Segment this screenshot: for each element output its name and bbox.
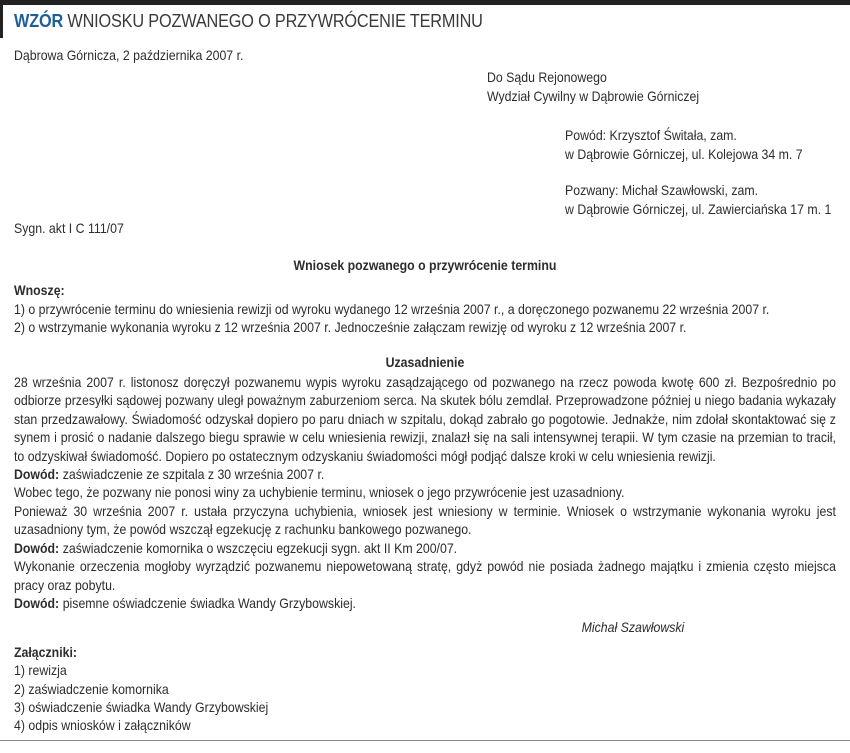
court-division: Wydział Cywilny w Dąbrowie Górniczej xyxy=(487,88,700,104)
evidence-line xyxy=(14,465,836,483)
evidence-label: Dowód: xyxy=(14,594,60,611)
attachments-label: Załączniki: xyxy=(14,643,78,660)
attachment-item: 1) rewizja xyxy=(14,662,67,679)
document-body xyxy=(14,256,836,735)
title-badge: WZÓR xyxy=(14,10,64,32)
defendant-address: w Dąbrowie Górniczej, ul. Zawierciańska 17 m. 1 xyxy=(565,201,832,217)
evidence-text: pisemne oświadczenie świadka Wandy Grzybowskiej. xyxy=(62,594,356,611)
plaintiff-block xyxy=(565,126,803,164)
plaintiff-name: Powód: Krzysztof Świtała, zam. xyxy=(565,127,737,143)
attachment-item: 4) odpis wniosków i załączników xyxy=(14,717,191,734)
plaintiff-address: w Dąbrowie Górniczej, ul. Kolejowa 34 m. 7 xyxy=(565,146,803,162)
request-item: 1) o przywrócenie terminu do wniesienia rewizji od wyroku wydanego 12 września 2007 r., a doręczonego pozwanemu 22 września 2007 r. xyxy=(14,300,770,317)
motion-heading: Wniosek pozwanego o przywrócenie terminu xyxy=(293,257,557,273)
court-name: Do Sądu Rejonowego xyxy=(487,69,607,85)
evidence-label: Dowód: xyxy=(14,466,60,483)
document-header xyxy=(0,0,850,38)
evidence-text: zaświadczenie komornika o wszczęciu egzekucji sygn. akt II Km 200/07. xyxy=(62,539,458,556)
signature: Michał Szawłowski xyxy=(581,619,685,636)
justification-paragraph: Wobec tego, że pozwany nie ponosi winy za uchybienie terminu, wniosek o jego przywrócenie jest uzasadniony. xyxy=(14,484,625,501)
document-header-inner xyxy=(0,5,850,38)
justification-paragraph: Ponieważ 30 września 2007 r. ustała przyczyna uchybienia, wniosek jest wniesiony w terminie. Wniosek o wstrzymanie wykonania wyroku jest uzasadniony tym, że powód wszczął egzekucję z rachunku bankowego pozwanego. xyxy=(14,502,836,538)
requests-label: Wnoszę: xyxy=(14,282,65,299)
attachment-item: 3) oświadczenie świadka Wandy Grzybowskiej xyxy=(14,698,269,715)
evidence-label: Dowód: xyxy=(14,539,60,556)
attachment-item: 2) zaświadczenie komornika xyxy=(14,680,169,697)
defendant-name: Pozwany: Michał Szawłowski, zam. xyxy=(565,182,759,198)
request-item: 2) o wstrzymanie wykonania wyroku z 12 września 2007 r. Jednocześnie załączam rewizję od wyroku z 12 września 2007 r. xyxy=(14,319,687,336)
title-text: WNIOSKU POZWANEGO O PRZYWRÓCENIE TERMINU xyxy=(67,10,483,32)
evidence-line xyxy=(14,594,836,612)
dateline: Dąbrowa Górnicza, 2 października 2007 r. xyxy=(14,47,244,63)
justification-paragraph: Wykonanie orzeczenia mogłoby wyrządzić pozwanemu niepowetowaną stratę, gdyż powód nie posiada żadnego majątku i zmienia często miejsca pracy oraz pobytu. xyxy=(14,558,836,593)
defendant-block xyxy=(565,181,831,219)
justification-heading: Uzasadnienie xyxy=(385,353,465,370)
evidence-text: zaświadczenie ze szpitala z 30 września 2007 r. xyxy=(62,466,325,483)
case-number: Sygn. akt I C 111/07 xyxy=(14,220,124,236)
page-title xyxy=(14,12,483,30)
court-address-block xyxy=(487,68,699,106)
bottom-divider xyxy=(0,740,850,741)
justification-paragraph: 28 września 2007 r. listonosz doręczył pozwanemu wypis wyroku zasądzającego od pozwanego na rzecz powoda kwotę 600 zł. Bezpośrednio po odbiorze przesyłki sądowej pozwany uległ poważnym zaburzeniom serca. Na skutek bólu zemdlał. Przeprowadzone później u niego badania wykazały stan przedzawałowy. Świadomość odzyskał dopiero po paru dniach w szpitalu, dokąd zabrało go pogotowie. Jednakże, nim zdołał skontaktować się z synem i prosić o nadanie dalszego biegu sprawie w celu wniesienia rewizji, znalazł się na sali intensywnej terapii. W tym czasie na przemian to tracił, to odzyskiwał świadomość. Dopiero po ostatecznym odzyskaniu świadomości mógł podjąć dalsze kroki w celu wniesienia rewizji. xyxy=(14,374,836,464)
evidence-line xyxy=(14,539,836,557)
